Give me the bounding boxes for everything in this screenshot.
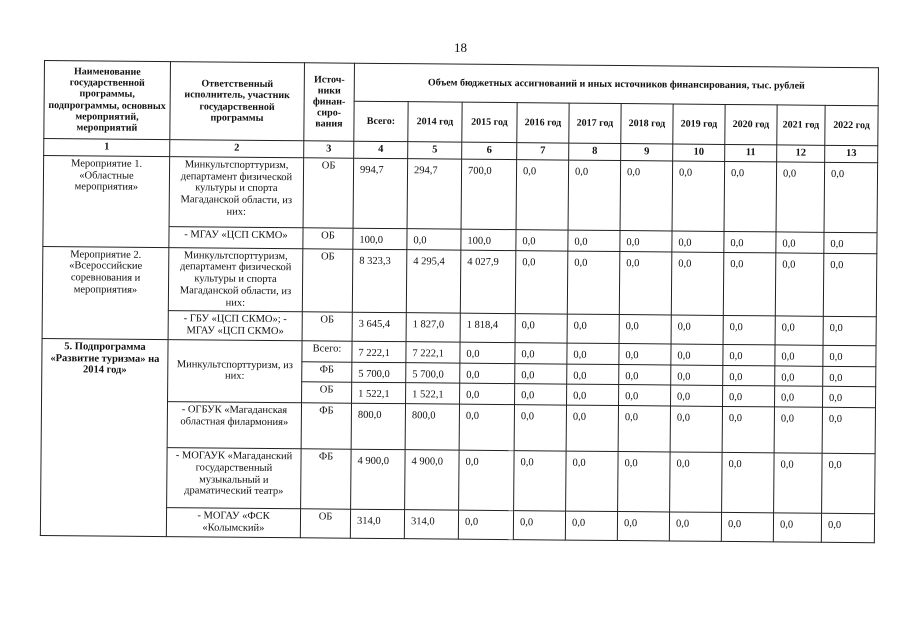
header-funding-source: Источ-ники финан-сиро-вания: [304, 63, 355, 141]
value-cell: 0,0: [567, 314, 619, 343]
value-cell: 0,0: [458, 510, 513, 539]
value-cell: 0,0: [513, 511, 565, 540]
value-cell: 0,0: [515, 342, 567, 363]
row-source: Всего:: [302, 341, 352, 362]
value-cell: 0,0: [567, 364, 619, 385]
value-cell: 0,0: [670, 406, 722, 452]
row-name: Мероприятие 2. «Всероссийские соревнования и мероприятия»: [42, 246, 169, 339]
value-cell: 0,0: [776, 162, 825, 232]
row-source: ФБ: [301, 449, 352, 509]
row-source: ФБ: [302, 361, 352, 382]
value-cell: 100,0: [461, 229, 516, 250]
value-cell: 0,0: [516, 159, 569, 229]
column-number: 13: [825, 145, 878, 162]
value-cell: 0,0: [671, 344, 723, 365]
column-number: 7: [517, 143, 569, 160]
column-number: 3: [304, 141, 354, 158]
row-name: 5. Подпрограмма «Развитие туризма» на 2014 год»: [40, 338, 168, 536]
header-year: 2015 год: [462, 102, 517, 142]
value-cell: 0,0: [515, 384, 567, 405]
value-cell: 0,0: [460, 342, 515, 363]
column-number: 11: [725, 144, 777, 161]
value-cell: 0,0: [619, 315, 671, 344]
value-cell: 0,0: [775, 316, 823, 345]
value-cell: 0,0: [822, 453, 876, 513]
value-cell: 0,0: [824, 162, 878, 232]
value-cell: 0,0: [722, 452, 775, 512]
column-number: 6: [462, 142, 517, 159]
header-total: Всего:: [354, 101, 408, 141]
value-cell: 0,0: [514, 405, 566, 451]
value-cell: 0,0: [774, 453, 823, 513]
value-cell: 0,0: [722, 406, 774, 452]
value-cell: 0,0: [619, 343, 671, 364]
row-source: ОБ: [302, 382, 352, 403]
header-budget-group: Объем бюджетных ассигнований и иных источников финансирования, тыс. рублей: [354, 63, 878, 106]
value-cell: 0,0: [617, 512, 669, 541]
row-source: ОБ: [303, 228, 353, 249]
value-cell: 0,0: [565, 511, 617, 540]
value-cell: 0,0: [671, 385, 723, 406]
header-year: 2019 год: [673, 104, 725, 144]
value-cell: 0,0: [821, 513, 874, 542]
value-cell: 0,0: [723, 252, 776, 316]
value-cell: 994,7: [353, 158, 408, 228]
header-year: 2018 год: [621, 104, 673, 144]
value-cell: 0,0: [514, 451, 567, 511]
header-executor: Ответственный исполнитель, участник государственной программы: [170, 62, 305, 141]
value-cell: 0,0: [669, 512, 721, 541]
column-number: 12: [777, 145, 825, 162]
row-executor: - МГАУ «ЦСП СКМО»: [169, 226, 303, 248]
value-cell: 0,0: [515, 363, 567, 384]
value-cell: 0,0: [723, 365, 775, 386]
value-cell: 1 522,1: [406, 383, 460, 404]
value-cell: 3 645,4: [352, 312, 406, 341]
row-source: ОБ: [302, 312, 352, 341]
row-executor: - ГБУ «ЦСП СКМО»; - МГАУ «ЦСП СКМО»: [168, 311, 302, 341]
row-source: ОБ: [303, 158, 354, 228]
row-executor: Минкультспорттуризм, департамент физической культуры и спорта Магаданской области, из них:: [169, 156, 304, 227]
value-cell: 0,0: [775, 345, 823, 366]
value-cell: 0,0: [672, 231, 724, 252]
value-cell: 7 222,1: [352, 341, 406, 362]
value-cell: 4 900,0: [351, 449, 406, 509]
value-cell: 0,0: [823, 366, 876, 387]
value-cell: 0,0: [775, 365, 823, 386]
value-cell: 0,0: [822, 387, 875, 408]
page-number: 18: [454, 40, 467, 55]
value-cell: 700,0: [461, 159, 517, 229]
value-cell: 0,0: [407, 228, 461, 249]
value-cell: 0,0: [723, 316, 775, 345]
value-cell: 0,0: [774, 407, 822, 453]
value-cell: 100,0: [353, 228, 407, 249]
value-cell: 0,0: [459, 404, 514, 450]
header-year: 2020 год: [725, 104, 777, 144]
row-source: ОБ: [302, 248, 353, 312]
value-cell: 0,0: [566, 405, 618, 451]
value-cell: 0,0: [822, 407, 875, 453]
column-number: 1: [44, 139, 170, 157]
column-number: 2: [170, 140, 304, 158]
header-year: 2016 год: [517, 103, 569, 143]
value-cell: 0,0: [823, 253, 877, 317]
column-number: 8: [569, 143, 621, 160]
column-number: 10: [673, 144, 725, 161]
value-cell: 0,0: [824, 232, 877, 253]
value-cell: 314,0: [404, 510, 458, 539]
value-cell: 0,0: [773, 513, 821, 542]
value-cell: 0,0: [618, 406, 670, 452]
value-cell: 5 700,0: [406, 362, 460, 383]
value-cell: 0,0: [460, 363, 515, 384]
value-cell: 4 900,0: [405, 450, 460, 510]
row-executor: Минкультспорттуризм, из них:: [168, 339, 303, 402]
header-year: 2022 год: [825, 105, 878, 145]
value-cell: 1 522,1: [352, 382, 406, 403]
value-cell: 0,0: [459, 450, 515, 510]
value-cell: 0,0: [515, 314, 567, 343]
table-row: [42, 246, 877, 317]
value-cell: 0,0: [516, 229, 568, 250]
row-executor: - МОГАУК «Магаданский государственный музыкальный и драматический театр»: [167, 448, 302, 509]
value-cell: 0,0: [823, 317, 876, 346]
budget-table: [40, 60, 879, 543]
row-name: Мероприятие 1. «Областные мероприятия»: [43, 155, 170, 247]
value-cell: 0,0: [620, 160, 673, 230]
header-year: 2014 год: [408, 102, 462, 142]
value-cell: 0,0: [619, 251, 672, 315]
table-row: [43, 155, 878, 232]
value-cell: 0,0: [567, 343, 619, 364]
value-cell: 800,0: [351, 403, 405, 449]
value-cell: 0,0: [823, 345, 876, 366]
value-cell: 4 027,9: [460, 250, 516, 314]
row-source: ФБ: [301, 403, 351, 449]
row-executor: Минкультспорттуризм, департамент физической культуры и спорта Магаданской области, из них:: [168, 247, 303, 312]
value-cell: 0,0: [775, 386, 823, 407]
header-year: 2021 год: [777, 105, 825, 145]
column-number: 9: [621, 144, 673, 161]
value-cell: 0,0: [620, 230, 672, 251]
value-cell: 0,0: [619, 385, 671, 406]
value-cell: 0,0: [724, 161, 777, 231]
value-cell: 0,0: [776, 232, 824, 253]
value-cell: 0,0: [567, 384, 619, 405]
value-cell: 314,0: [350, 509, 404, 538]
header-program-name: Наименование государственной программы, подпрограммы, основных мероприятий, мероприятий: [44, 61, 171, 140]
value-cell: 0,0: [671, 315, 723, 344]
value-cell: 8 323,3: [352, 249, 407, 313]
value-cell: 0,0: [721, 512, 773, 541]
value-cell: 1 818,4: [460, 313, 515, 342]
value-cell: 0,0: [672, 161, 725, 231]
value-cell: 294,7: [407, 158, 462, 228]
value-cell: 0,0: [671, 364, 723, 385]
value-cell: 0,0: [723, 386, 775, 407]
row-executor: - ОГБУК «Магаданская областная филармония»: [167, 402, 301, 449]
value-cell: 0,0: [568, 230, 620, 251]
row-source: ОБ: [300, 509, 350, 538]
value-cell: 1 827,0: [406, 313, 460, 342]
value-cell: 0,0: [723, 344, 775, 365]
value-cell: 7 222,1: [406, 341, 460, 362]
column-number: 4: [354, 141, 408, 158]
header-year: 2017 год: [569, 103, 621, 143]
value-cell: 0,0: [724, 231, 776, 252]
value-cell: 0,0: [566, 451, 619, 511]
value-cell: 4 295,4: [406, 249, 461, 313]
value-cell: 0,0: [567, 251, 620, 315]
value-cell: 0,0: [671, 251, 724, 315]
value-cell: 0,0: [460, 383, 515, 404]
column-number: 5: [408, 142, 462, 159]
row-executor: - МОГАУ «ФСК «Колымский»: [166, 508, 300, 538]
value-cell: 0,0: [775, 252, 824, 316]
value-cell: 5 700,0: [352, 362, 406, 383]
value-cell: 0,0: [515, 250, 568, 314]
value-cell: 0,0: [619, 364, 671, 385]
value-cell: 800,0: [405, 404, 459, 450]
value-cell: 0,0: [670, 452, 723, 512]
value-cell: 0,0: [568, 160, 621, 230]
value-cell: 0,0: [618, 452, 671, 512]
